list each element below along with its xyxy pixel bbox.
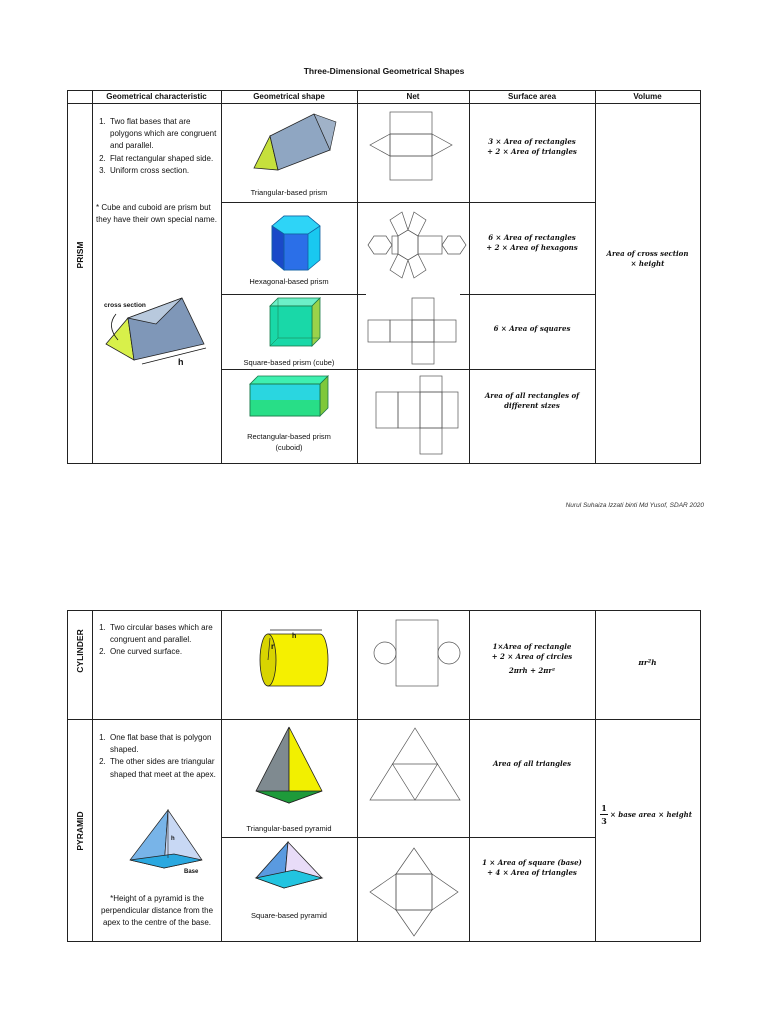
volume-pyramid-expression: × base area × height [610,810,692,819]
shape-caption: Square-based prism (cube) [243,358,335,367]
triangular-prism-shape [252,114,342,172]
surface-area-triangular-prism: 3 × Area of rectangles + 2 × Area of triangles [487,137,577,156]
characteristic-item: 1. Two flat bases that are polygons which are congruent and parallel. [108,116,218,153]
cube-shape [270,298,324,348]
volume-prism: Area of cross section × height [606,249,689,268]
shape-caption: Hexagonal-based prism [249,277,329,286]
square-pyramid-net [370,848,458,936]
shape-caption: Triangular-based prism [250,188,328,197]
header-net: Net [406,92,420,101]
hexagonal-prism-shape [268,212,330,270]
triangular-pyramid-net [368,728,462,802]
volume-cylinder: πr²h [638,658,657,667]
header-shape: Geometrical shape [253,92,325,101]
cuboid-shape [250,376,330,418]
shape-caption: Square-based pyramid [251,911,327,920]
header-volume: Volume [633,92,662,101]
surface-area-triangular-pyramid: Area of all triangles [492,759,572,768]
cylinder-label: CYLINDER [75,629,85,673]
pyramid-base-label: Base [184,869,199,875]
header-surface-area: Surface area [507,92,557,101]
pyramid-h-label: h [171,836,175,842]
cylinder-r-label: r [271,642,275,651]
fraction-numerator: 1 [601,803,607,813]
surface-area-cuboid: Area of all rectangles of different sizes [484,391,580,410]
cylinder-net [372,620,462,688]
characteristic-item: 3. Uniform cross section. [108,165,218,177]
cross-section-label: cross section [104,302,146,309]
cylinder-h-label: h [292,633,297,640]
surface-area-hexagonal-prism: 6 × Area of rectangles + 2 × Area of hexagons [486,233,578,252]
prism-characteristics [96,116,218,177]
credit-text: Nurul Suhaiza Izzati binti Md Yusof, SDAR 2020 [565,502,704,509]
characteristic-item: 2. Flat rectangular shaped side. [108,153,218,165]
pyramid-label: PYRAMID [75,811,85,851]
cylinder-characteristics [96,622,218,659]
shape-caption: Triangular-based pyramid [246,824,332,833]
pyramid-note: *Height of a pyramid is the perpendicular distance from the apex to the centre of the base. [100,894,214,927]
hexagonal-prism-net [368,210,466,280]
surface-area-cylinder: 1×Area of rectangle + 2 × Area of circles 2πrh + 2πr² [491,642,573,675]
surface-area-square-pyramid: 1 × Area of square (base) + 4 × Area of triangles [482,858,582,877]
header-characteristic: Geometrical characteristic [106,92,207,101]
triangular-pyramid-shape [254,727,324,805]
square-pyramid-shape [254,842,324,898]
surface-area-cube: 6 × Area of squares [493,324,571,333]
pyramid-characteristics [96,732,218,781]
volume-pyramid [600,803,700,831]
cube-net [368,298,464,366]
prism-label: PRISM [75,241,85,269]
characteristic-item: 1. One flat base that is polygon shaped. [108,732,218,756]
prism-note: * Cube and cuboid are prism but they have their own special name. [96,203,217,224]
triangular-prism-net [370,108,460,186]
characteristic-item: 2. One curved surface. [108,646,218,658]
characteristic-item: 2. The other sides are triangular shaped that meet at the apex. [108,756,218,780]
cuboid-net [376,376,460,456]
height-label: h [178,357,184,367]
document-title: Three-Dimensional Geometrical Shapes [303,66,465,76]
characteristic-item: 1. Two circular bases which are congruent and parallel. [108,622,218,646]
pyramid-height-diagram [128,810,208,868]
shape-caption: Rectangular-based prism (cuboid) [247,432,331,452]
fraction-denominator: 3 [601,816,607,826]
